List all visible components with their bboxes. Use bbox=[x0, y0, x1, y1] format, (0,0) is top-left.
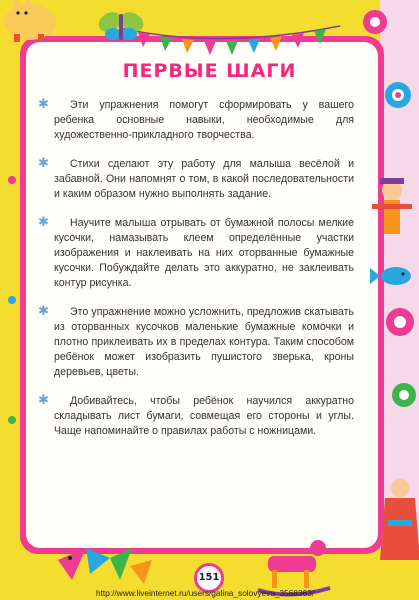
paragraph-4 bbox=[38, 303, 354, 380]
paragraph-text: Это упражнение можно усложнить, предложив скатывать из оторванных кусочков маленькие бумажные комочки и плотно приклеивать их в пределах контура. Таким способом ребёнок может изобразить пушистого зверька, кроны деревьев, цветы. bbox=[54, 306, 354, 378]
paragraph-3 bbox=[38, 214, 354, 291]
paragraph-1 bbox=[38, 96, 354, 143]
asterisk-bullet-icon: ✱ bbox=[38, 392, 49, 407]
page-title: ПЕРВЫЕ ШАГИ bbox=[122, 60, 297, 82]
flower-top-right bbox=[363, 10, 387, 34]
flower-right-3 bbox=[392, 383, 416, 407]
asterisk-bullet-icon: ✱ bbox=[38, 303, 49, 318]
flower-right-2 bbox=[386, 308, 414, 336]
paragraph-5 bbox=[38, 392, 354, 439]
asterisk-bullet-icon: ✱ bbox=[38, 155, 49, 170]
flower-right-1 bbox=[385, 82, 411, 108]
asterisk-bullet-icon: ✱ bbox=[38, 214, 49, 229]
paragraph-text: Добивайтесь, чтобы ребёнок научился аккуратно складывать лист бумаги, совмещая его стороны и углы. Чаще напоминайте о правилах работы с ножницами. bbox=[54, 395, 354, 437]
page-number: 151 bbox=[194, 563, 224, 593]
paragraph-text: Научите малыша отрывать от бумажной полосы мелкие кусочки, намазывать клеем определённые участки изображения и наклеивать на них оторванные бумажные кусочки. Побуждайте делать это аккуратно, не заклеивать контур рисунка. bbox=[54, 217, 354, 289]
watermark-url: http://www.liveinternet.ru/users/galina_solovyeva_3568363/ bbox=[96, 588, 315, 598]
paragraph-text: Стихи сделают эту работу для малыша весёлой и забавной. Они напомнят о том, в какой последовательности и каким образом нужно выполнять задание. bbox=[54, 158, 354, 200]
paragraph-text: Эти упражнения помогут сформировать у вашего ребенка основные навыки, необходимые для художественно-прикладного творчества. bbox=[54, 99, 354, 141]
paragraph-2 bbox=[38, 155, 354, 202]
instructions-text bbox=[38, 96, 354, 453]
asterisk-bullet-icon: ✱ bbox=[38, 96, 49, 111]
decorative-dots bbox=[8, 176, 16, 424]
